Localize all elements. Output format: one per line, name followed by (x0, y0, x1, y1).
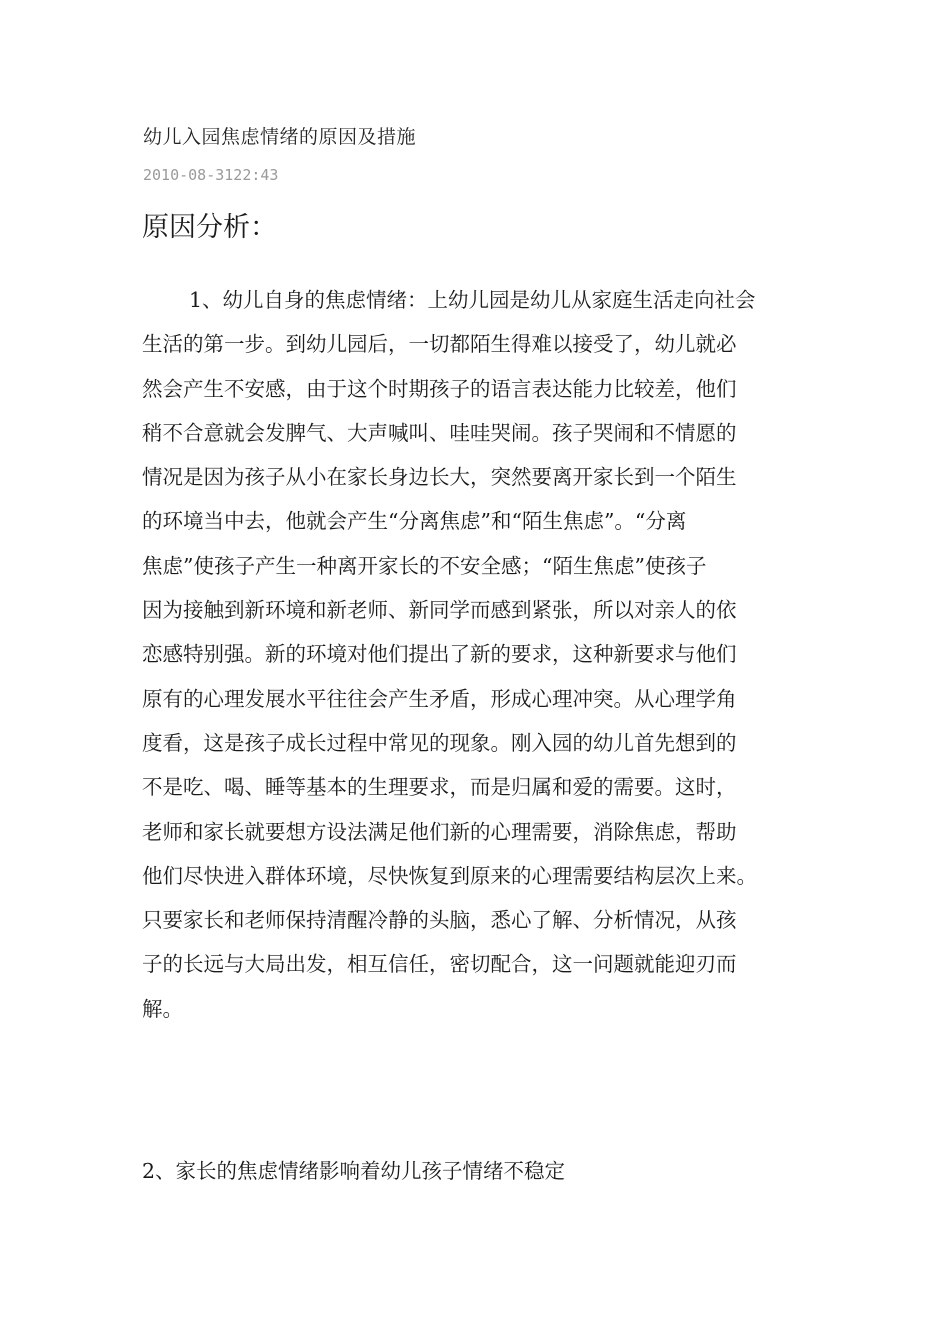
paragraph-1 (142, 283, 922, 1036)
paragraph-line: 的环境当中去，他就会产生“分离焦虑”和“陌生焦虑”。“分离 (142, 509, 687, 534)
paragraph-line: 稍不合意就会发脾气、大声喊叫、哇哇哭闹。孩子哭闹和不情愿的 (142, 420, 737, 445)
paragraph-line: 他们尽快进入群体环境，尽快恢复到原来的心理需要结构层次上来。 (142, 863, 757, 888)
article-date: 2010-08-3122:43 (143, 166, 279, 184)
paragraph-line: 解。 (142, 996, 183, 1021)
paragraph-line: 1、幼儿自身的焦虑情绪：上幼儿园是幼儿从家庭生活走向社会 (189, 288, 756, 312)
paragraph-line: 恋感特别强。新的环境对他们提出了新的要求，这种新要求与他们 (142, 642, 737, 667)
paragraph-line: 因为接触到新环境和新老师、新同学而感到紧张，所以对亲人的依 (142, 598, 737, 623)
section-heading-causes: 原因分析： (142, 212, 277, 243)
paragraph-line: 情况是因为孩子从小在家长身边长大，突然要离开家长到一个陌生 (142, 465, 737, 490)
paragraph-line: 只要家长和老师保持清醒冷静的头脑，悉心了解、分析情况，从孩 (142, 908, 737, 933)
paragraph-line: 度看，这是孩子成长过程中常见的现象。刚入园的幼儿首先想到的 (142, 730, 737, 755)
paragraph-line: 原有的心理发展水平往往会产生矛盾，形成心理冲突。从心理学角 (142, 686, 737, 711)
article-title: 幼儿入园焦虑情绪的原因及措施 (143, 126, 417, 148)
paragraph-line: 焦虑”使孩子产生一种离开家长的不安全感；“陌生焦虑”使孩子 (142, 553, 707, 578)
paragraph-line: 老师和家长就要想方设法满足他们新的心理需要，消除焦虑，帮助 (142, 819, 737, 844)
paragraph-line: 不是吃、喝、睡等基本的生理要求，而是归属和爱的需要。这时， (142, 775, 737, 800)
paragraph-line: 然会产生不安感，由于这个时期孩子的语言表达能力比较差，他们 (142, 376, 737, 401)
subheading-2: 2、家长的焦虑情绪影响着幼儿孩子情绪不稳定 (142, 1159, 566, 1183)
paragraph-line: 生活的第一步。到幼儿园后，一切都陌生得难以接受了，幼儿就必 (142, 332, 737, 357)
paragraph-line: 子的长远与大局出发，相互信任，密切配合，这一问题就能迎刃而 (142, 952, 737, 977)
